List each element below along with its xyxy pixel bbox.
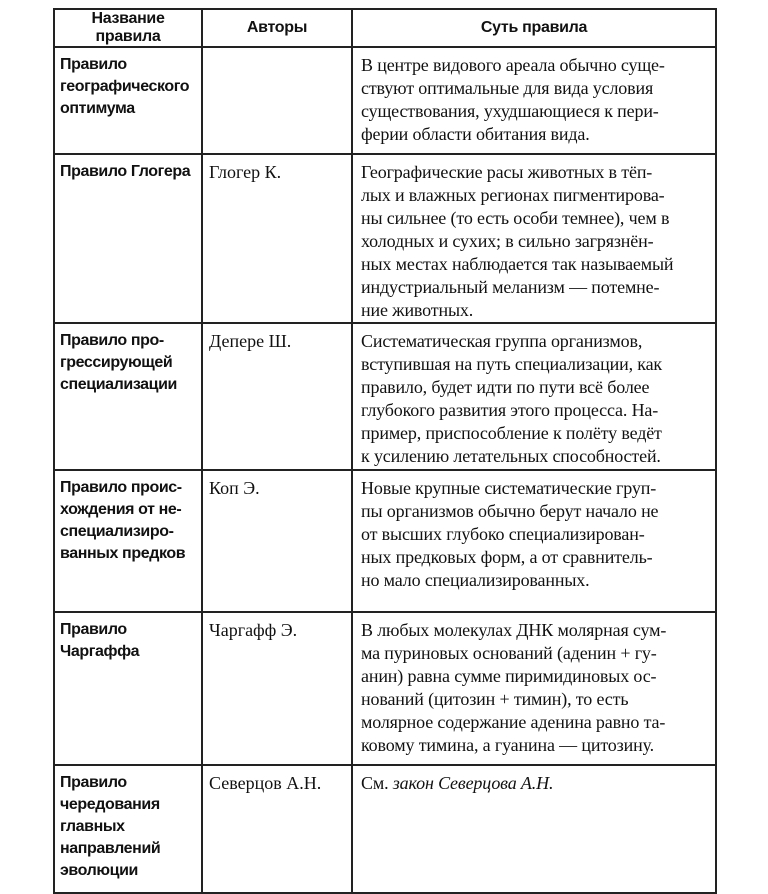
- table-row: [54, 612, 716, 765]
- rule-authors: Чаргафф Э.: [202, 612, 352, 765]
- rules-table: [53, 8, 717, 894]
- rule-name: Правило Чаргаффа: [54, 612, 202, 765]
- header-rule-name: Название правила: [54, 9, 202, 47]
- header-authors: Авторы: [202, 9, 352, 47]
- rule-essence: [352, 765, 716, 893]
- rule-authors: Северцов А.Н.: [202, 765, 352, 893]
- rule-essence: В любых молекулах ДНК молярная сум- ма пуриновых оснований (аденин + гу- анин) равна сумме пиримидиновых ос- нований (цитозин + тимин), то есть молярное содержание аденина равно та- ковому тимина, а гуанина — цитозину.: [352, 612, 716, 765]
- table-row: [54, 47, 716, 154]
- rule-authors: Глогер К.: [202, 154, 352, 323]
- rule-name: Правило чередования главных направлений эволюции: [54, 765, 202, 893]
- essence-reference: закон Северцова А.Н.: [392, 773, 554, 793]
- rule-name: Правило проис- хождения от не- специализиро- ванных предков: [54, 470, 202, 612]
- rule-essence: Новые крупные систематические груп- пы организмов обычно берут начало не от высших глубоко специализирован- ных предковых форм, а от сравнитель- но мало специализированных.: [352, 470, 716, 612]
- essence-prefix: См.: [361, 773, 393, 793]
- table-row: [54, 154, 716, 323]
- rule-name: Правило про- грессирующей специализации: [54, 323, 202, 470]
- rule-authors: Коп Э.: [202, 470, 352, 612]
- header-essence: Суть правила: [352, 9, 716, 47]
- table-row: [54, 323, 716, 470]
- rule-essence: Систематическая группа организмов, вступившая на путь специализации, как правило, будет идти по пути всё более глубокого развития этого процесса. На- пример, приспособление к полёту ведёт к усилению летательных способностей.: [352, 323, 716, 470]
- rule-name: Правило географического оптимума: [54, 47, 202, 154]
- rule-name: Правило Глогера: [54, 154, 202, 323]
- rule-essence: В центре видового ареала обычно суще- ствуют оптимальные для вида условия существования, ухудшающиеся к пери- ферии области обитания вида.: [352, 47, 716, 154]
- table-header-row: [54, 9, 716, 47]
- rule-essence: Географические расы животных в тёп- лых и влажных регионах пигментирова- ны сильнее (то есть особи темнее), чем в холодных и сухих; в сильно загрязнён- ных местах наблюдается так называемый индустриальный меланизм — потемне- ние животных.: [352, 154, 716, 323]
- table-row: [54, 470, 716, 612]
- table-row: [54, 765, 716, 893]
- rule-authors: Депере Ш.: [202, 323, 352, 470]
- rule-authors: [202, 47, 352, 154]
